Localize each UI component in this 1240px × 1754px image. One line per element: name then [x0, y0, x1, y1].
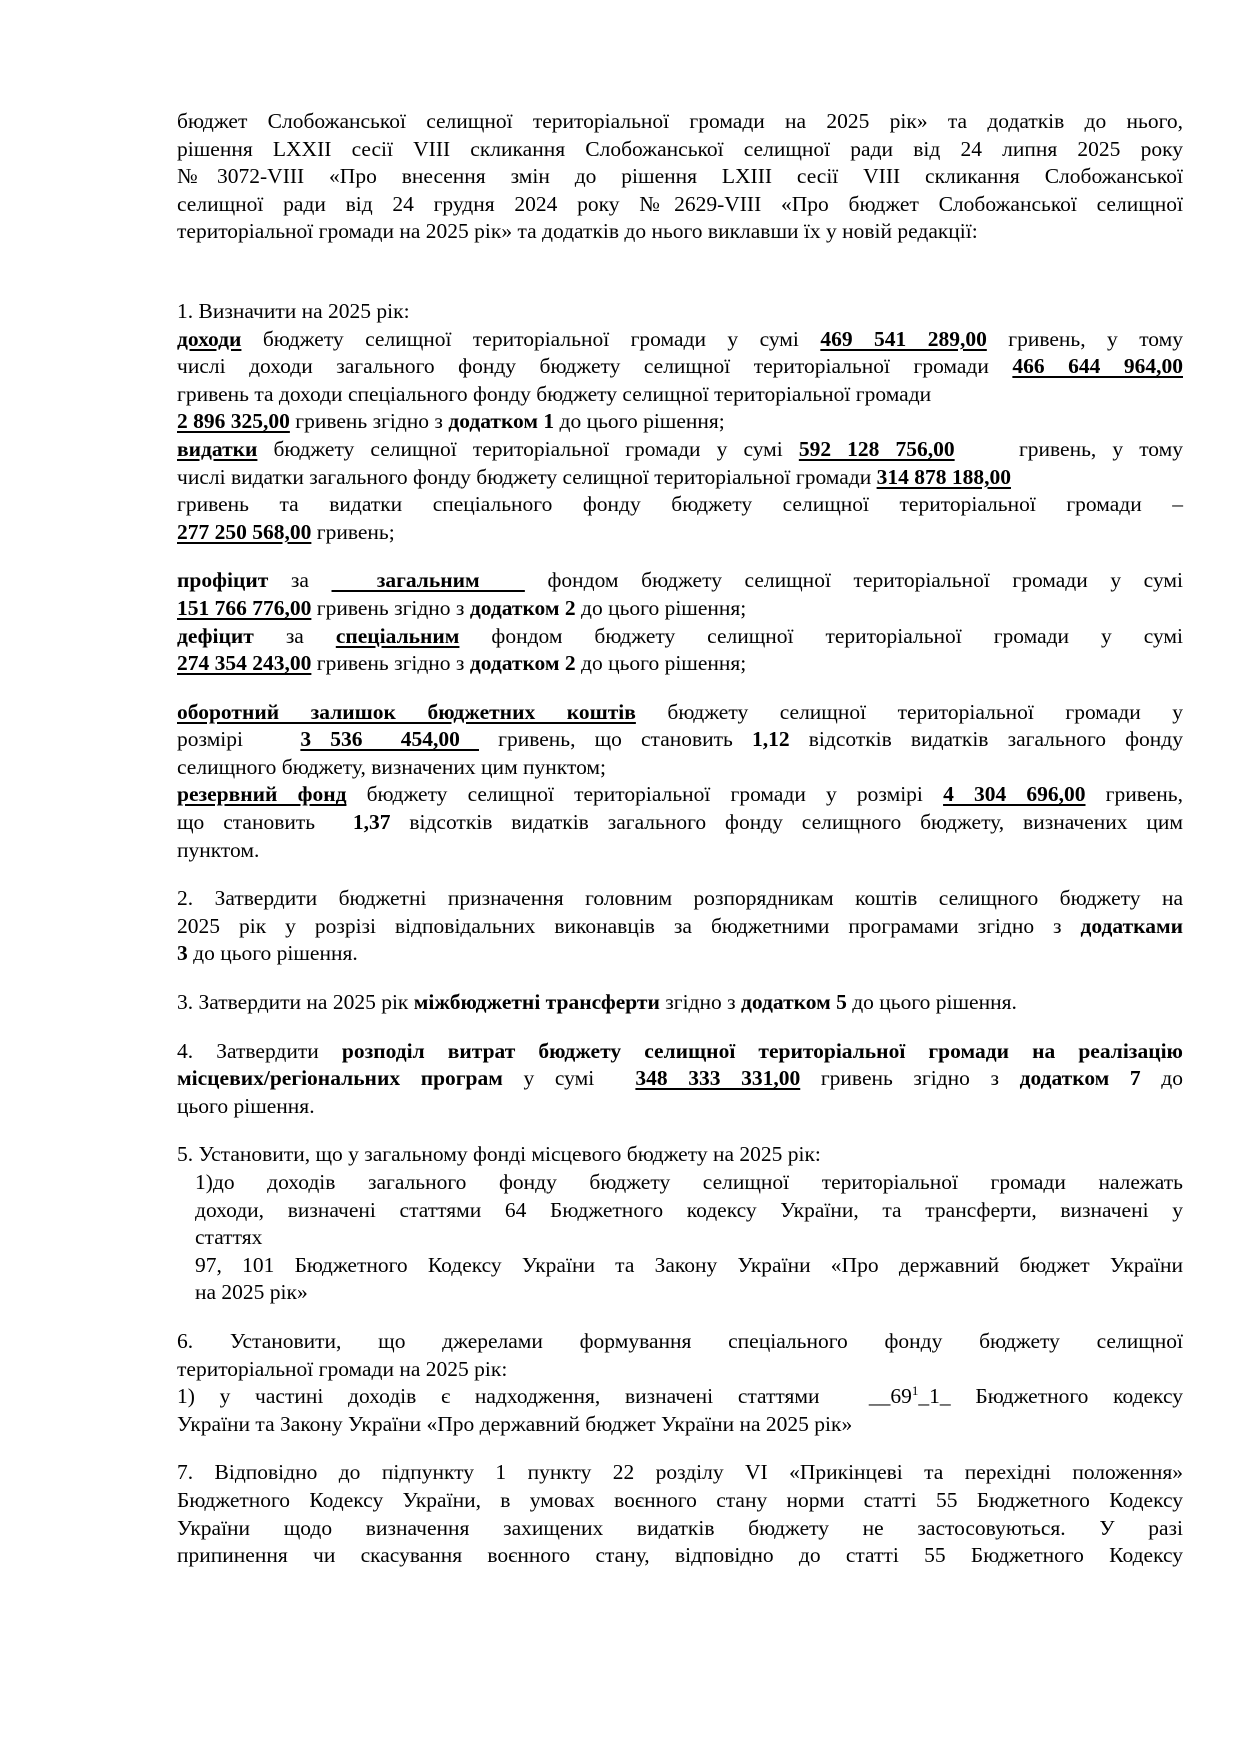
article-sup: 1: [911, 1383, 919, 1398]
article-ref: __69: [868, 1384, 912, 1409]
expense-special: 277 250 568,00: [177, 519, 312, 544]
programs-sum: 348 333 331,00: [635, 1066, 801, 1091]
text: за: [253, 623, 336, 648]
text: бюджету селищної територіальної громади у сумі: [241, 326, 821, 351]
income-annex: додатком 1: [448, 409, 555, 434]
section-5-line: на 2025 рік»: [195, 1280, 308, 1305]
section-5-line: 97, 101 Бюджетного Кодексу України та Закону України «Про державний бюджет України: [195, 1252, 1183, 1277]
text: гривень,: [1085, 782, 1183, 807]
deficit-label: дефіцит: [177, 623, 254, 648]
annex-ref: додатками: [1080, 913, 1183, 938]
annex-ref: додатком 5: [741, 990, 847, 1015]
reserve-label: резервний фонд: [177, 782, 347, 807]
surplus-line: [177, 567, 1183, 595]
text: до: [1140, 1066, 1183, 1091]
income-general: 466 644 964,00: [1012, 354, 1183, 379]
section-7-line: України щодо визначення захищених видатків бюджету не застосовуються. У разі: [177, 1515, 1183, 1540]
text: числі видатки загального фонду бюджету селищної територіальної громади: [177, 464, 877, 489]
surplus-sum: 151 766 776,00: [177, 595, 312, 620]
intro-paragraph: [177, 108, 1183, 246]
balance-line: [177, 726, 1183, 754]
text: гривень згідно з: [311, 595, 470, 620]
section-7-line: припинення чи скасування воєнного стану, відповідно до статті 55 Бюджетного Кодексу: [177, 1543, 1183, 1568]
section-5-line: доходи, визначені статтями 64 Бюджетного кодексу України, та трансферти, визначені у: [195, 1197, 1183, 1222]
intro-line: бюджет Слобожанської селищної територіальної громади на 2025 рік» та додатків до нього,: [177, 109, 1183, 133]
deficit-sum: 274 354 243,00: [177, 651, 312, 676]
reserve-pct: 1,37: [352, 810, 391, 835]
text: до цього рішення;: [575, 651, 747, 676]
text: Бюджетного кодексу: [950, 1384, 1183, 1409]
intro-line: селищної ради від 24 грудня 2024 року №2629-VIII «Про бюджет Слобожанської селищної: [177, 191, 1183, 216]
surplus-label: профіцит: [177, 568, 269, 593]
section-6-line: [177, 1383, 1183, 1411]
section-6: [177, 1328, 1183, 1438]
income-line: [177, 408, 1183, 436]
text: гривень, у тому: [986, 326, 1184, 351]
section-6-line: України та Закону України «Про державний бюджет України на 2025 рік»: [177, 1411, 853, 1436]
income-label: доходи: [177, 326, 242, 351]
income-line: [177, 326, 1183, 354]
expense-line: [177, 464, 1183, 492]
text: відсотків видатків загального фонду: [789, 727, 1183, 752]
section-4-line: [177, 1065, 1183, 1093]
text: гривень згідно з: [289, 409, 449, 434]
intro-line: територіальної громади на 2025 рік» та додатків до нього виклавши їх у новій редакції:: [177, 219, 978, 244]
section-2: [177, 885, 1183, 968]
section-7: [177, 1459, 1183, 1569]
section-7-line: Бюджетного Кодексу України, в умовах воєнного стану норми статті 55 Бюджетного Кодексу: [177, 1487, 1183, 1512]
expense-line: [177, 436, 1183, 464]
transfers-label: міжбюджетні трансферти: [413, 990, 660, 1015]
income-total: 469 541 289,00: [820, 326, 987, 351]
section-6-line: територіальної громади на 2025 рік:: [177, 1356, 508, 1381]
article-ref: _1_: [918, 1384, 951, 1409]
expense-general: 314 878 188,00: [876, 464, 1011, 489]
expense-label: видатки: [177, 436, 258, 461]
section-5-line: статтях: [195, 1225, 263, 1250]
annex-ref: 3: [177, 941, 188, 966]
text: відсотків видатків загального фонду селищного бюджету, визначених цим: [390, 810, 1184, 835]
text: бюджету селищної територіальної громади у розмірі: [346, 782, 944, 807]
deficit-annex: додатком 2: [469, 651, 576, 676]
text: розмірі: [177, 727, 301, 752]
text: бюджету селищної територіальної громади у сумі: [257, 436, 799, 461]
text: за: [268, 568, 332, 593]
text: гривень, що становить: [479, 727, 752, 752]
section-5-title: 5. Установити, що у загальному фонді місцевого бюджету на 2025 рік:: [177, 1142, 821, 1167]
surplus-annex: додатком 2: [469, 595, 576, 620]
text: бюджету селищної територіальної громади у: [635, 699, 1183, 724]
deficit-line: [177, 650, 1183, 678]
balance-pct: 1,12: [752, 727, 790, 752]
text: згідно з: [659, 990, 741, 1015]
text: у сумі: [502, 1066, 636, 1091]
text: до цього рішення;: [575, 595, 747, 620]
text: 4. Затвердити: [177, 1038, 342, 1063]
balance-sum: 3 536 454,00: [300, 727, 479, 752]
balance-line: селищного бюджету, визначених цим пунктом;: [177, 754, 607, 779]
section-4-line: [177, 1038, 1183, 1066]
text: гривень згідно з: [311, 651, 470, 676]
text: гривень згідно з: [800, 1066, 1020, 1091]
text: фондом бюджету селищної територіальної громади у сумі: [524, 568, 1183, 593]
income-special: 2 896 325,00: [177, 409, 290, 434]
surplus-line: [177, 595, 1183, 623]
deficit-fund: спеціальним: [335, 623, 460, 648]
text: до цього рішення;: [554, 409, 725, 434]
section-2-line: 2. Затвердити бюджетні призначення головним розпорядникам коштів селищного бюджету на: [177, 886, 1183, 911]
programs-label: розподіл витрат бюджету селищної територіальної громади на реалізацію: [341, 1038, 1183, 1063]
document-page: [177, 108, 1183, 1570]
section-3-line: [177, 989, 1183, 1017]
annex-ref: додатком 7: [1019, 1066, 1141, 1091]
text: гривень;: [311, 519, 395, 544]
text: 2025 рік у розрізі відповідальних виконавців за бюджетними програмами згідно з: [177, 913, 1081, 938]
expense-total: 592 128 756,00: [798, 436, 955, 461]
section-5-line: 1)до доходів загального фонду бюджету селищної територіальної громади належать: [195, 1170, 1183, 1194]
text: що становить: [177, 810, 353, 835]
reserve-line: пунктом.: [177, 837, 260, 862]
expense-line: гривень та видатки спеціального фонду бюджету селищної територіальної громади –: [177, 492, 1183, 517]
section-2-line: [177, 940, 1183, 968]
section-7-line: 7. Відповідно до підпункту 1 пункту 22 розділу VI «Прикінцеві та перехідні положення»: [177, 1460, 1183, 1485]
text: 1) у частині доходів є надходження, визначені статтями: [177, 1384, 869, 1409]
section-3: [177, 989, 1183, 1017]
text: гривень, у тому: [954, 436, 1184, 461]
section-4-line: цього рішення.: [177, 1093, 315, 1118]
surplus-fund: загальним: [331, 568, 525, 593]
text: 3. Затвердити на 2025 рік: [177, 990, 414, 1015]
balance-label: оборотний залишок бюджетних коштів: [177, 699, 636, 724]
text: числі доходи загального фонду бюджету селищної територіальної громади: [177, 354, 1013, 379]
section-1: [177, 298, 1183, 864]
section-6-line: 6. Установити, що джерелами формування спеціального фонду бюджету селищної: [177, 1328, 1183, 1353]
programs-label: місцевих/регіональних програм: [177, 1066, 503, 1091]
text: до цього рішення.: [846, 990, 1017, 1015]
section-2-line: [177, 913, 1183, 941]
intro-line: №3072-VIII «Про внесення змін до рішення LXIII сесії VIII скликання Слобожанської: [177, 164, 1183, 189]
expense-line: [177, 519, 1183, 547]
balance-line: [177, 699, 1183, 727]
text: до цього рішення.: [187, 941, 358, 966]
income-line: [177, 353, 1183, 381]
section-4: [177, 1038, 1183, 1121]
text: фондом бюджету селищної територіальної громади у сумі: [459, 623, 1183, 648]
section-1-title: 1. Визначити на 2025 рік:: [177, 298, 410, 323]
reserve-sum: 4 304 696,00: [943, 782, 1086, 807]
section-5: [177, 1141, 1183, 1307]
income-line: гривень та доходи спеціального фонду бюджету селищної територіальної громади: [177, 381, 932, 406]
reserve-line: [177, 809, 1183, 837]
intro-line: рішення LXXII сесії VIII скликання Слобожанської селищної ради від 24 липня 2025 року: [177, 136, 1183, 161]
deficit-line: [177, 623, 1183, 651]
reserve-line: [177, 781, 1183, 809]
